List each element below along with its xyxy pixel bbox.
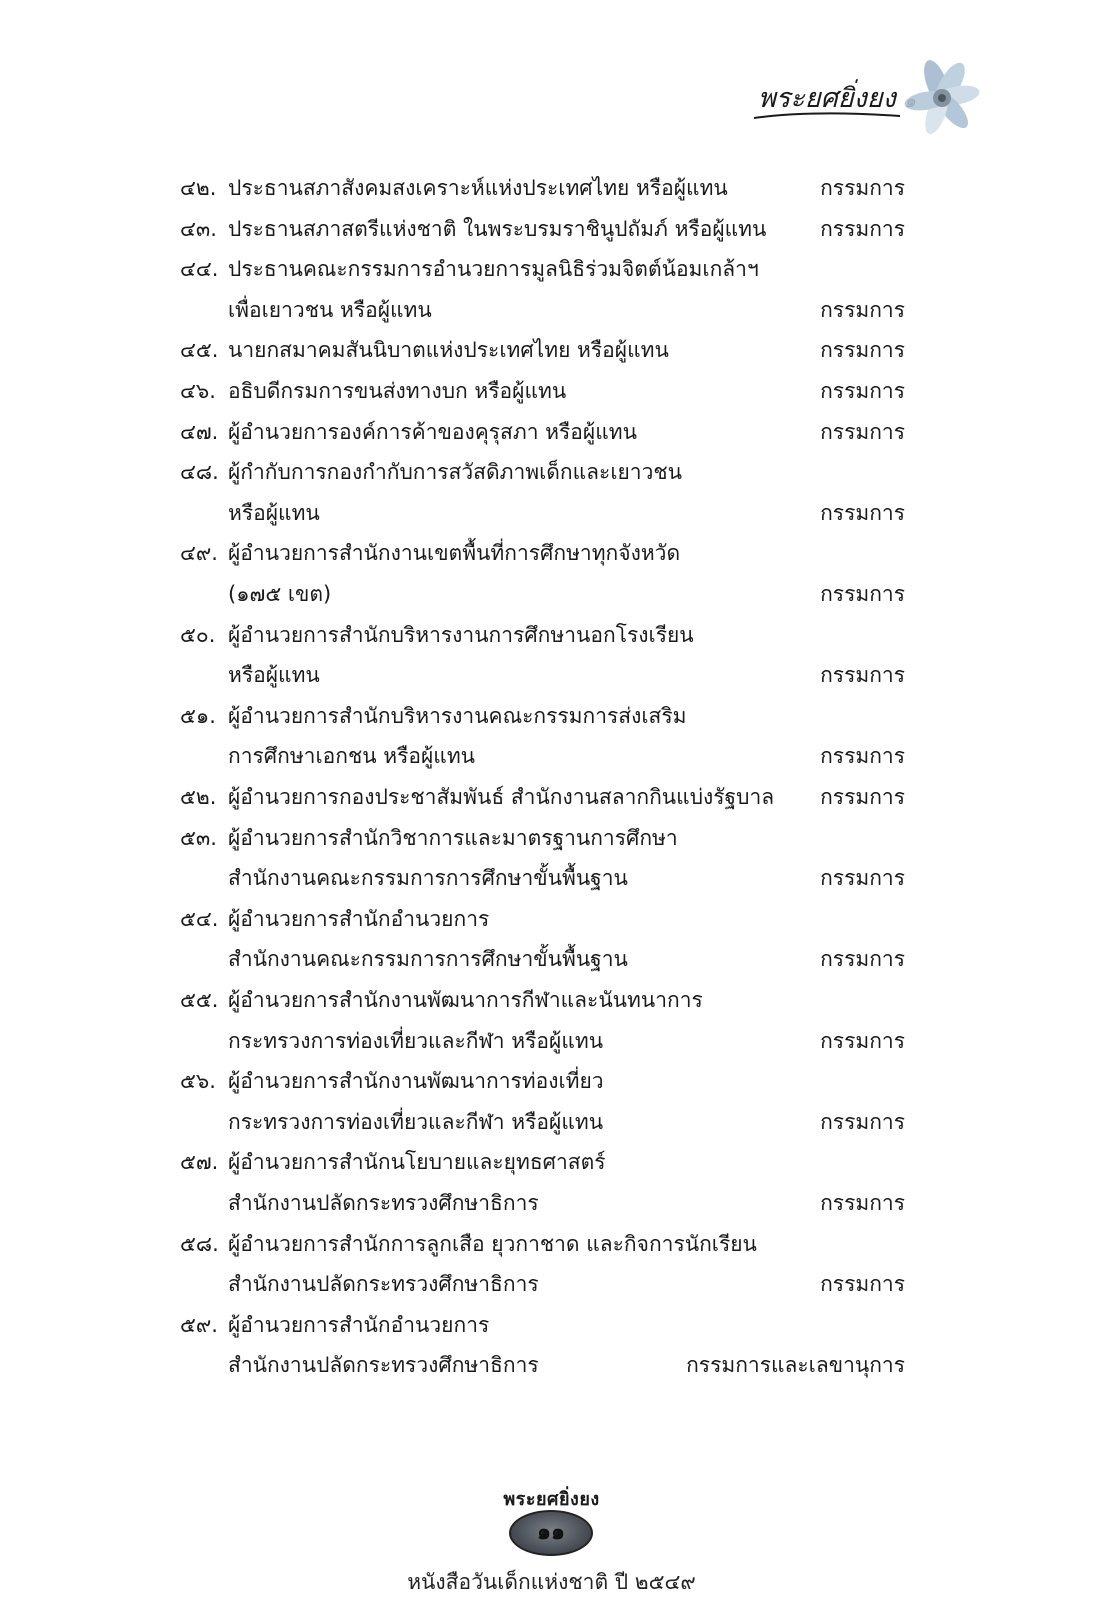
list-item-line — [0, 1264, 1103, 1304]
item-role: กรรมการ — [820, 866, 905, 891]
item-text: ผู้อำนวยการสำนักบริหารงานการศึกษานอกโรงเรียน — [228, 622, 694, 647]
item-text: กระทรวงการท่องเที่ยวและกีฬา หรือผู้แทน — [228, 1028, 604, 1053]
list-item-line — [0, 655, 1103, 695]
item-role: กรรมการ — [820, 338, 905, 363]
item-role: กรรมการ — [820, 216, 905, 241]
list-item-line — [0, 249, 1103, 289]
item-text: ผู้อำนวยการสำนักอำนวยการ — [228, 1312, 490, 1337]
item-role: กรรมการ — [820, 947, 905, 972]
item-role: กรรมการ — [820, 500, 905, 525]
list-item-line — [0, 574, 1103, 614]
list-item-line — [0, 818, 1103, 858]
item-text: สำนักงานปลัดกระทรวงศึกษาธิการ — [228, 1191, 539, 1215]
page-number: ๑๑ — [537, 1520, 565, 1545]
item-text: เพื่อเยาวชน หรือผู้แทน — [228, 297, 432, 322]
item-text: อธิบดีกรมการขนส่งทางบก หรือผู้แทน — [228, 379, 567, 403]
item-text: ประธานสภาสตรีแห่งชาติ ในพระบรมราชินูปถัมภ์ หรือผู้แทน — [228, 216, 767, 241]
item-role: กรรมการ — [820, 582, 905, 606]
item-text: (๑๗๕ เขต) — [228, 582, 332, 606]
item-text: การศึกษาเอกชน หรือผู้แทน — [228, 744, 476, 769]
item-number: ๕๙. — [180, 1312, 218, 1337]
item-text: ผู้อำนวยการสำนักงานเขตพื้นที่การศึกษาทุกจังหวัด — [228, 541, 681, 566]
item-text: ผู้กำกับการกองกำกับการสวัสดิภาพเด็กและเยาวชน — [228, 460, 682, 485]
item-number: ๔๙. — [180, 541, 218, 566]
item-text: กระทรวงการท่องเที่ยวและกีฬา หรือผู้แทน — [228, 1109, 604, 1134]
item-text: นายกสมาคมสันนิบาตแห่งประเทศไทย หรือผู้แทน — [228, 338, 669, 363]
item-number: ๕๒. — [180, 785, 217, 809]
item-text: สำนักงานคณะกรรมการการศึกษาขั้นพื้นฐาน — [228, 947, 628, 972]
list-item-line — [0, 290, 1103, 330]
list-item-line — [0, 615, 1103, 655]
list-item-line — [0, 1305, 1103, 1345]
item-role: กรรมการ — [820, 1028, 905, 1053]
item-number: ๕๔. — [180, 906, 219, 931]
list-item-line — [0, 1102, 1103, 1142]
item-role: กรรมการ — [820, 1109, 905, 1134]
list-item-line — [0, 1061, 1103, 1101]
item-text: หรือผู้แทน — [228, 663, 320, 688]
list-item-line — [0, 493, 1103, 533]
item-role: กรรมการ — [820, 297, 905, 322]
page-number-badge — [509, 1510, 593, 1556]
item-number: ๔๓. — [180, 216, 217, 241]
item-text: ผู้อำนวยการสำนักบริหารงานคณะกรรมการส่งเสริม — [228, 703, 687, 728]
footer-title: พระยศยิ่งยง — [503, 1489, 600, 1510]
item-text: ประธานสภาสังคมสงเคราะห์แห่งประเทศไทย หรือผู้แทน — [228, 176, 728, 200]
footer-caption: หนังสือวันเด็กแห่งชาติ ปี ๒๕๔๙ — [407, 1570, 696, 1594]
header-logo-title: พระยศยิ่งยง — [758, 83, 896, 114]
item-number: ๔๕. — [180, 338, 219, 363]
list-item-line — [0, 696, 1103, 736]
item-role: กรรมการ — [820, 744, 905, 769]
item-role: กรรมการ — [820, 176, 905, 200]
list-item-line — [0, 1224, 1103, 1264]
item-text: ผู้อำนวยการสำนักอำนวยการ — [228, 906, 490, 931]
list-item-line — [0, 1345, 1103, 1385]
item-number: ๕๑. — [180, 703, 216, 728]
item-text: ผู้อำนวยการกองประชาสัมพันธ์ สำนักงานสลากกินแบ่งรัฐบาล — [228, 785, 775, 809]
item-number: ๔๘. — [180, 460, 219, 485]
item-text: ผู้อำนวยการสำนักการลูกเสือ ยุวกาชาด และกิจการนักเรียน — [228, 1231, 757, 1256]
item-number: ๕๓. — [180, 825, 217, 850]
item-number: ๕๕. — [180, 988, 219, 1012]
list-item-line — [0, 209, 1103, 249]
list-item-line — [0, 1142, 1103, 1182]
item-number: ๕๖. — [180, 1069, 216, 1094]
item-number: ๕๘. — [180, 1231, 219, 1256]
list-item-line — [0, 1183, 1103, 1223]
item-text: ผู้อำนวยการสำนักวิชาการและมาตรฐานการศึกษา — [228, 825, 678, 850]
list-item-line — [0, 939, 1103, 979]
item-text: ผู้อำนวยการองค์การค้าของคุรุสภา หรือผู้แทน — [228, 419, 637, 444]
item-role: กรรมการ — [820, 1272, 905, 1297]
list-item-line — [0, 330, 1103, 370]
list-item-line — [0, 371, 1103, 411]
item-role: กรรมการ — [820, 419, 905, 444]
list-item-line — [0, 452, 1103, 492]
item-text: สำนักงานปลัดกระทรวงศึกษาธิการ — [228, 1353, 539, 1378]
item-role: กรรมการ — [820, 379, 905, 403]
item-text: สำนักงานปลัดกระทรวงศึกษาธิการ — [228, 1272, 539, 1297]
list-item-line — [0, 736, 1103, 776]
item-text: ผู้อำนวยการสำนักงานพัฒนาการกีฬาและนันทนาการ — [228, 988, 703, 1012]
item-number: ๕๗. — [180, 1150, 219, 1175]
list-item-line — [0, 1021, 1103, 1061]
list-item-line — [0, 168, 1103, 208]
item-role: กรรมการ — [820, 1191, 905, 1215]
list-item-line — [0, 899, 1103, 939]
item-number: ๔๒. — [180, 176, 217, 200]
item-role: กรรมการ — [820, 663, 905, 688]
item-role: กรรมการ — [820, 785, 905, 809]
item-role: กรรมการและเลขานุการ — [686, 1353, 905, 1378]
list-item-line — [0, 980, 1103, 1020]
list-item-line — [0, 412, 1103, 452]
item-text: ผู้อำนวยการสำนักนโยบายและยุทธศาสตร์ — [228, 1150, 606, 1175]
list-item-line — [0, 533, 1103, 573]
item-text: ผู้อำนวยการสำนักงานพัฒนาการท่องเที่ยว — [228, 1069, 604, 1094]
item-number: ๔๖. — [180, 379, 216, 403]
item-number: ๔๔. — [180, 257, 219, 282]
list-item-line — [0, 777, 1103, 817]
list-item-line — [0, 858, 1103, 898]
item-text: สำนักงานคณะกรรมการการศึกษาขั้นพื้นฐาน — [228, 866, 628, 891]
item-text: หรือผู้แทน — [228, 500, 320, 525]
item-text: ประธานคณะกรรมการอำนวยการมูลนิธิร่วมจิตต์น้อมเกล้าฯ — [228, 257, 759, 282]
item-number: ๔๗. — [180, 419, 219, 444]
item-number: ๕๐. — [180, 622, 216, 647]
